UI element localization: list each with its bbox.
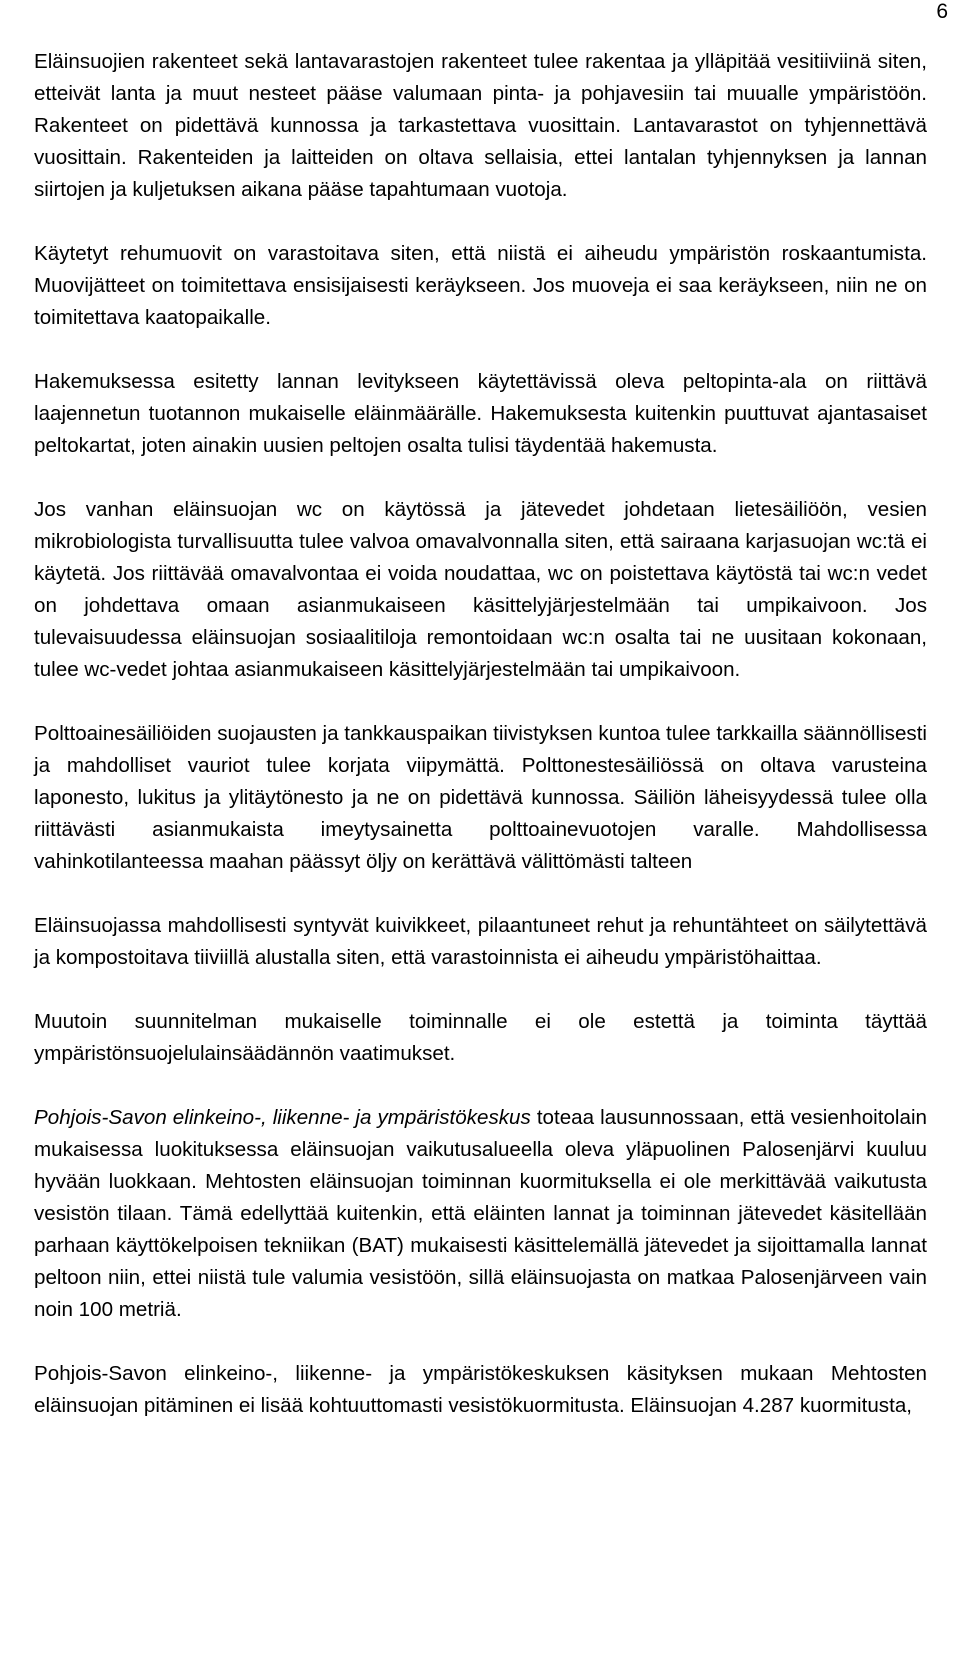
paragraph-wc: Jos vanhan eläinsuojan wc on käytössä ja jätevedet johdetaan lietesäiliöön, vesien mikrobiologista turvallisuutta tulee valvoa omavalvonnalla siten, että sairaana karjasuojan wc:tä ei käytetä. Jos riittävää omavalvontaa ei voida noudattaa, wc on poistettava käytöstä tai wc:n vedet on johdettava omaan asianmukaiseen käsittelyjärjestelmään tai umpikaivoon. Jos tulevaisuudessa eläinsuojan sosiaalitiloja remontoidaan wc:n osalta tai ne uusitaan kokonaan, tulee wc-vedet johtaa asianmukaiseen käsittelyjärjestelmään tai umpikaivoon. bbox=[34, 498, 927, 681]
paragraph-fuel-tanks: Polttoainesäiliöiden suojausten ja tankkauspaikan tiivistyksen kuntoa tulee tarkkailla säännöllisesti ja mahdolliset vauriot tulee korjata viipymättä. Polttonestesäiliössä on oltava varusteina laponesto, lukitus ja ylitäytönesto ja ne on pidettävä kunnossa. Säiliön läheisyydessä tulee olla riittävästi asianmukaista imeytysainetta polttoainevuotojen varalle. Mahdollisessa vahinkotilanteessa maahan päässyt öljy on kerättävä välittömästi talteen bbox=[34, 722, 927, 873]
paragraph-structures: Eläinsuojien rakenteet sekä lantavarastojen rakenteet tulee rakentaa ja ylläpitää vesitiiviinä siten, etteivät lanta ja muut nesteet pääse valumaan pinta- ja pohjavesiin tai muualle ympäristöön. Rakenteet on pidettävä kunnossa ja tarkastettava vuosittain. Lantavarastot on tyhjennettävä vuosittain. Rakenteiden ja laitteiden on oltava sellaisia, ettei lantalan tyhjennyksen ja lannan siirtojen ja kuljetuksen aikana pääse tapahtumaan vuotoja. bbox=[34, 50, 927, 201]
document-body bbox=[34, 46, 927, 1422]
paragraph-field-area: Hakemuksessa esitetty lannan levitykseen käytettävissä oleva peltopinta-ala on riittävä laajennetun tuotannon mukaiselle eläinmäärälle. Hakemuksesta kuitenkin puuttuvat ajantasaiset peltokartat, joten ainakin uusien peltojen osalta tulisi täydentää hakemusta. bbox=[34, 370, 927, 457]
paragraph-ely-opinion: Pohjois-Savon elinkeino-, liikenne- ja ympäristökeskuksen käsityksen mukaan Mehtosten eläinsuojan pitäminen ei lisää kohtuuttomasti vesistökuormitusta. Eläinsuojan 4.287 kuormitusta, bbox=[34, 1362, 927, 1417]
paragraph-ely-statement bbox=[34, 1102, 927, 1326]
paragraph-conclusion: Muutoin suunnitelman mukaiselle toiminnalle ei ole estettä ja toiminta täyttää ympäristönsuojelulainsäädännön vaatimukset. bbox=[34, 1010, 927, 1065]
paragraph-plastics: Käytetyt rehumuovit on varastoitava siten, että niistä ei aiheudu ympäristön roskaantumista. Muovijätteet on toimitettava ensisijaisesti keräykseen. Jos muoveja ei saa keräykseen, niin ne on toimitettava kaatopaikalle. bbox=[34, 242, 927, 329]
paragraph-bedding: Eläinsuojassa mahdollisesti syntyvät kuivikkeet, pilaantuneet rehut ja rehuntähteet on säilytettävä ja kompostoitava tiiviillä alustalla siten, että varastoinnista ei aiheudu ympäristöhaittaa. bbox=[34, 914, 927, 969]
authority-name: Pohjois-Savon elinkeino-, liikenne- ja ympäristökeskus bbox=[34, 1106, 531, 1129]
statement-text: toteaa lausunnossaan, että vesienhoitolain mukaisessa luokituksessa eläinsuojan vaikutusalueella oleva yläpuolinen Palosenjärvi kuuluu hyvään luokkaan. Mehtosten eläinsuojan toiminnan kuormituksella ei ole merkittävää vaikutusta vesistön tilaan. Tämä edellyttää kuitenkin, että eläinten lannat ja toiminnan jätevedet käsitellään parhaan käyttökelpoisen tekniikan (BAT) mukaisesti käsittelemällä jätevedet ja sijoittamalla lannat peltoon niin, ettei niistä tule valumia vesistöön, sillä eläinsuojasta on matkaa Palosenjärveen vain noin 100 metriä. bbox=[34, 1106, 927, 1321]
page-number: 6 bbox=[936, 0, 948, 23]
